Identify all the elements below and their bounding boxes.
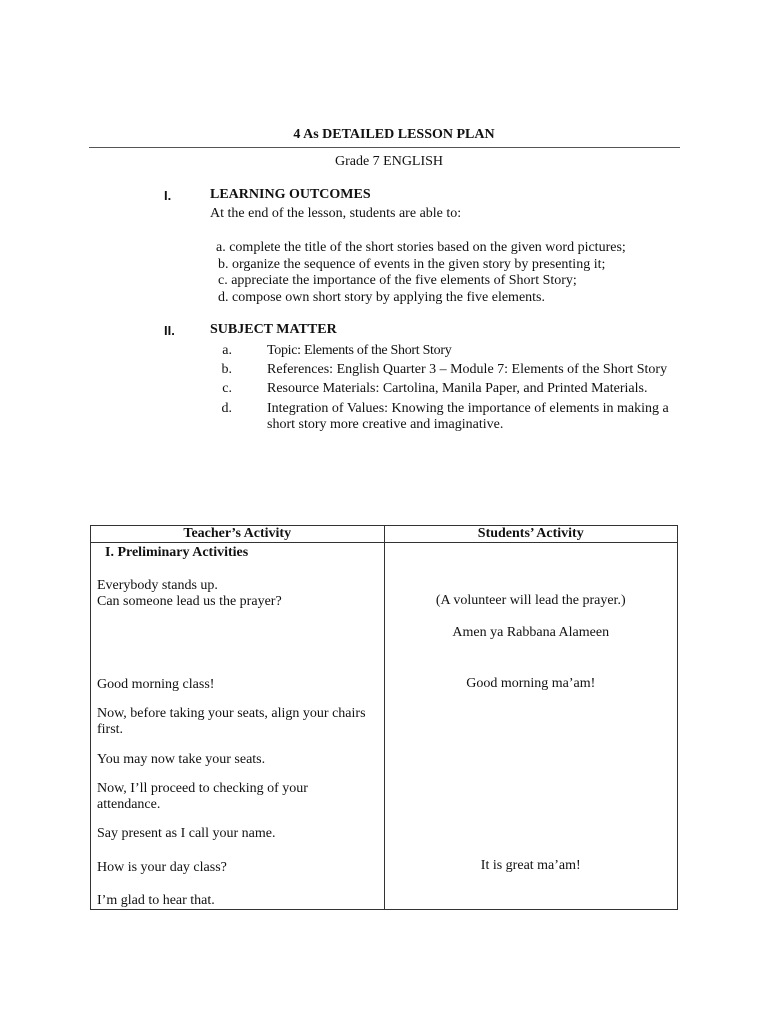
student-line: (A volunteer will lead the prayer.) <box>435 593 626 608</box>
student-line: Amen ya Rabbana Alameen <box>452 625 610 640</box>
teacher-line: Now, before taking your seats, align your chairs <box>97 706 366 721</box>
teacher-activity-cell <box>91 543 385 910</box>
subject-item-letter: c. <box>222 381 232 396</box>
subject-item-values-cont: short story more creative and imaginative. <box>267 417 504 432</box>
student-line: It is great ma’am! <box>480 858 581 873</box>
section-numeral-subject-matter: II. <box>164 323 175 338</box>
subject-matter-heading: SUBJECT MATTER <box>210 322 337 337</box>
subject-item-values: Integration of Values: Knowing the importance of elements in making a <box>267 401 669 416</box>
teacher-line: Good morning class! <box>97 677 215 692</box>
section-numeral-learning-outcomes: I. <box>164 188 172 203</box>
subject-item-letter: d. <box>221 401 232 416</box>
students-activity-cell <box>384 543 678 910</box>
teacher-line: Now, I’ll proceed to checking of your <box>97 781 308 796</box>
teacher-line: attendance. <box>97 797 161 812</box>
learning-outcome-item: b. organize the sequence of events in the given story by presenting it; <box>218 257 606 272</box>
student-line: Good morning ma’am! <box>466 676 596 691</box>
document-title: 4 As DETAILED LESSON PLAN <box>293 127 495 142</box>
teacher-line: I’m glad to hear that. <box>97 893 215 908</box>
subject-item-letter: a. <box>222 343 232 358</box>
teacher-line: Say present as I call your name. <box>97 826 276 841</box>
preliminary-activities-heading: I. Preliminary Activities <box>105 545 249 560</box>
table-header-row <box>91 526 678 543</box>
subject-item-letter: b. <box>221 362 232 377</box>
subject-item-references: References: English Quarter 3 – Module 7: Elements of the Short Story <box>267 362 668 377</box>
title-divider <box>89 147 680 148</box>
activity-table <box>90 525 678 910</box>
teacher-activity-header: Teacher’s Activity <box>91 526 385 543</box>
teacher-line: How is your day class? <box>97 860 227 875</box>
learning-outcome-item: d. compose own short story by applying the five elements. <box>218 290 545 305</box>
table-row <box>91 543 678 910</box>
subject-item-materials: Resource Materials: Cartolina, Manila Paper, and Printed Materials. <box>267 381 648 396</box>
learning-outcomes-intro: At the end of the lesson, students are able to: <box>210 206 462 221</box>
learning-outcome-item: a. complete the title of the short stories based on the given word pictures; <box>216 240 626 255</box>
teacher-line: You may now take your seats. <box>97 752 266 767</box>
teacher-line: Everybody stands up. <box>97 578 218 593</box>
teacher-line: Can someone lead us the prayer? <box>97 594 282 609</box>
students-activity-header: Students’ Activity <box>384 526 678 543</box>
subject-item-topic: Topic: Elements of the Short Story <box>267 343 452 358</box>
learning-outcome-item: c. appreciate the importance of the five elements of Short Story; <box>218 273 577 288</box>
teacher-line: first. <box>97 722 124 737</box>
learning-outcomes-heading: LEARNING OUTCOMES <box>210 187 371 202</box>
document-subtitle: Grade 7 ENGLISH <box>334 154 444 169</box>
